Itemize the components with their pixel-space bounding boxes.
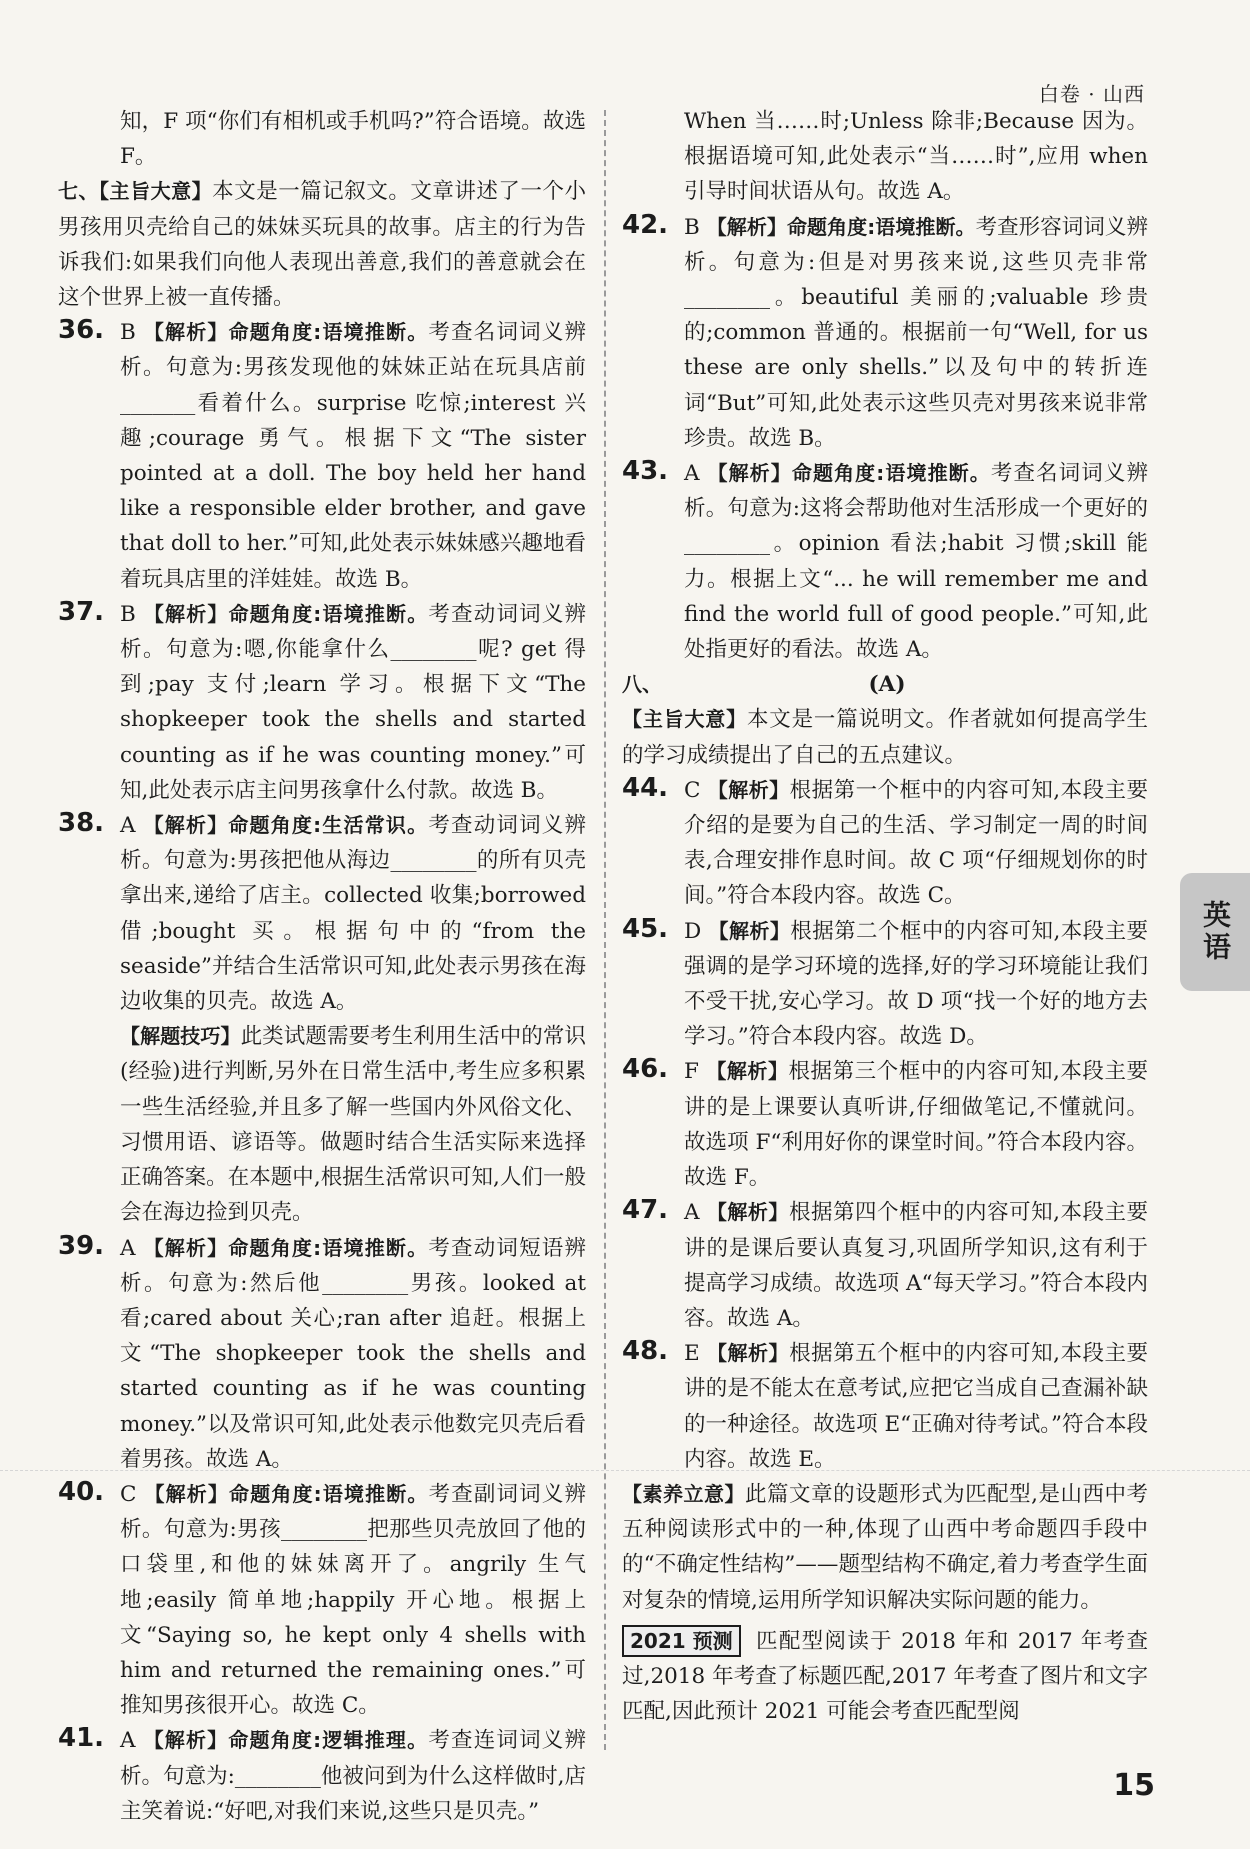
item-text: 根据第三个框中的内容可知,本段主要讲的是上课要认真听讲,仔细做笔记,不懂就问。故选项 F“利用好你的课堂时间。”符合本段内容。故选 F。: [684, 1059, 1148, 1191]
item-number: 42.: [622, 209, 669, 240]
item-answer: A: [120, 813, 136, 839]
item-tag: 【解析】命题角度:语境推断。: [143, 601, 429, 626]
item-text: 考查动词词义辨析。句意为:嗯,你能拿什么________呢? get 得到;pay 支付;learn 学习。根据下文“The shopkeeper took the shells and started counting as if he was counting money.”可知,此处表示店主问男孩拿什么付款。故选 B。: [120, 601, 587, 803]
answer-item: [58, 597, 586, 808]
item-number: 46.: [622, 1054, 669, 1085]
section-8-main-text: 本文是一篇说明文。作者就如何提高学生的学习成绩提出了自己的五点建议。: [622, 707, 1148, 768]
item-answer: A: [120, 1235, 136, 1261]
page-number: 15: [1113, 1768, 1155, 1803]
answer-item: [622, 210, 1148, 456]
left-column: [58, 104, 586, 1829]
section-7-text: 本文是一篇记叙文。文章讲述了一个小男孩用贝壳给自己的妹妹买玩具的故事。店主的行为告诉我们:如果我们向他人表现出善意,我们的善意就会在这个世界上被一直传播。: [58, 179, 586, 311]
item-number: 40.: [58, 1476, 105, 1507]
answer-item: [622, 1336, 1148, 1477]
answer-item: [622, 914, 1148, 1055]
item-text: 考查形容词词义辨析。句意为:但是对男孩来说,这些贝壳非常________。beautiful 美丽的;valuable 珍贵的;common 普通的。根据前一句“Well, for us these are only shells.”以及句中的转折连词“But”可知,此处表示这些贝壳对男孩来说非常珍贵。故选 B。: [684, 214, 1148, 451]
item-answer: A: [120, 1728, 136, 1754]
item-text: 根据第四个框中的内容可知,本段主要讲的是课后要认真复习,巩固所学知识,这有利于提高学习成绩。故选项 A“每天学习。”符合本段内容。故选 A。: [684, 1200, 1149, 1331]
literacy-note: [622, 1477, 1148, 1618]
tip-item: [58, 1019, 586, 1230]
subject-tab: [1180, 873, 1250, 991]
continued-text: When 当……时;Unless 除非;Because 因为。根据语境可知,此处表示“当……时”,应用 when 引导时间状语从句。故选 A。: [684, 109, 1148, 205]
item-tag: 【解析】命题角度:语境推断。: [706, 214, 976, 239]
section-7: [58, 174, 586, 315]
section-8-head: 八、: [622, 672, 662, 697]
item-answer: E: [684, 1341, 700, 1367]
item-answer: B: [120, 320, 136, 346]
answer-item: [58, 1723, 586, 1829]
item-tag: 【解析】命题角度:语境推断。: [143, 1235, 429, 1260]
item-text: 考查名词词义辨析。句意为:男孩发现他的妹妹正站在玩具店前_______看着什么。surprise 吃惊;interest 兴趣;courage 勇气。根据下文“The sister pointed at a doll. The boy held her hand like a responsible elder brother, and gave that doll to her.”可知,此处表示妹妹感兴趣地看着玩具店里的洋娃娃。故选 B。: [120, 320, 587, 592]
item-tag: 【解析】: [708, 918, 791, 943]
item-tag: 【解析】命题角度:语境推断。: [144, 1481, 429, 1506]
item-tag: 【解析】: [706, 1200, 789, 1225]
item-answer: B: [120, 601, 136, 627]
answer-item: [58, 808, 586, 1019]
item-number: 43.: [622, 456, 669, 487]
section-8-main-head: 【主旨大意】: [622, 707, 747, 732]
subject-tab-label: 英语: [1199, 900, 1232, 964]
item-number: 36.: [58, 315, 105, 346]
item-number: 37.: [58, 596, 105, 627]
item-tag: 【解析】: [707, 777, 790, 802]
item-tag: 【解题技巧】: [120, 1024, 241, 1049]
header-label: 白卷 · 山西: [1038, 82, 1145, 106]
item-tag: 【解析】: [707, 1341, 790, 1366]
item-answer: A: [684, 461, 700, 487]
item-number: 47.: [622, 1195, 669, 1226]
literacy-tag: 【素养立意】: [622, 1481, 746, 1506]
right-column: [622, 104, 1148, 1729]
item-number: 45.: [622, 913, 669, 944]
item-text: 根据第五个框中的内容可知,本段主要讲的是不能太在意考试,应把它当成自己查漏补缺的一种途径。故选项 E“正确对待考试。”符合本段内容。故选 E。: [684, 1341, 1148, 1472]
answer-item: [58, 1231, 586, 1477]
prediction-badge: 2021 预测: [622, 1625, 741, 1657]
item-answer: D: [684, 918, 702, 944]
item-text: 考查动词词义辨析。句意为:男孩把他从海边________的所有贝壳拿出来,递给了店主。collected 收集;borrowed 借;bought 买。根据句中的“from the seaside”并结合生活常识可知,此处表示男孩在海边收集的贝壳。故选 A。: [120, 813, 586, 1015]
answer-item: [58, 315, 586, 597]
item-tag: 【解析】命题角度:生活常识。: [143, 813, 429, 838]
answer-item: [622, 456, 1148, 667]
answer-item: [58, 1477, 586, 1723]
section-8-main: [622, 702, 1148, 772]
item-number: 38.: [58, 808, 105, 839]
item-text: 考查副词词义辨析。句意为:男孩________把那些贝壳放回了他的口袋里,和他的妹妹离开了。angrily 生气地;easily 简单地;happily 开心地。根据上文“Saying so, he kept only 4 shells with him and returned the remaining ones.”可推知男孩很开心。故选 C。: [120, 1481, 586, 1719]
section-8-head-row: [622, 667, 1148, 702]
answer-item: [622, 1195, 1148, 1336]
prediction-note: [622, 1624, 1148, 1730]
item-text: 根据第二个框中的内容可知,本段主要强调的是学习环境的选择,好的学习环境能让我们不受干扰,安心学习。故 D 项“找一个好的地方去学习。”符合本段内容。故选 D。: [684, 918, 1149, 1050]
item-answer: C: [120, 1481, 137, 1507]
column-divider: [604, 110, 606, 1750]
item-answer: F: [684, 1059, 699, 1085]
item-answer: B: [684, 214, 700, 240]
item-tag: 【解析】: [706, 1059, 789, 1084]
item-tag: 【解析】命题角度:逻辑推理。: [143, 1728, 429, 1753]
item-text: 考查连词词义辨析。句意为:________他被问到为什么这样做时,店主笑着说:“好吧,对我们来说,这些只是贝壳。”: [120, 1728, 586, 1824]
answer-item: [622, 1054, 1148, 1195]
item-tag: 【解析】命题角度:语境推断。: [143, 320, 429, 345]
item-number: 39.: [58, 1230, 105, 1261]
item-number: 41.: [58, 1723, 105, 1754]
item-number: 44.: [622, 772, 669, 803]
item-text: 考查动词短语辨析。句意为:然后他________男孩。looked at 看;cared about 关心;ran after 追赶。根据上文“The shopkeeper took the shells and started counting as if he was counting money.”以及常识可知,此处表示他数完贝壳后看着男孩。故选 A。: [120, 1235, 586, 1472]
prediction-text: 匹配型阅读于 2018 年和 2017 年考查过,2018 年考查了标题匹配,2017 年考查了图片和文字匹配,因此预计 2021 可能会考查匹配型阅: [622, 1628, 1148, 1725]
item-text: 考查名词词义辨析。句意为:这将会帮助他对生活形成一个更好的________。opinion 看法;habit 习惯;skill 能力。根据上文“... he will remember me and find the world full of good people.”可知,此处指更好的看法。故选 A。: [684, 461, 1148, 663]
literacy-text: 此篇文章的设题形式为匹配型,是山西中考五种阅读形式中的一种,体现了山西中考命题四手段中的“不确定性结构”——题型结构不确定,着力考查学生面对复杂的情境,运用所学知识解决实际问题的能力。: [622, 1481, 1149, 1613]
section-7-head: 七、【主旨大意】: [58, 179, 213, 204]
item-text: 根据第一个框中的内容可知,本段主要介绍的是要为自己的生活、学习制定一周的时间表,合理安排作息时间。故 C 项“仔细规划你的时间。”符合本段内容。故选 C。: [684, 777, 1149, 909]
answer-item: [622, 773, 1148, 914]
item-answer: A: [684, 1200, 700, 1226]
item-answer: C: [684, 777, 701, 803]
item-tag: 【解析】命题角度:语境推断。: [707, 461, 991, 486]
intro-text: 知，F 项“你们有相机或手机吗?”符合语境。故选 F。: [120, 109, 586, 170]
item-number: 48.: [622, 1336, 669, 1367]
section-8-sub: (A): [868, 672, 906, 698]
item-text: 此类试题需要考生利用生活中的常识(经验)进行判断,另外在日常生活中,考生应多积累一些生活经验,并且多了解一些国内外风俗文化、习惯用语、谚语等。做题时结合生活实际来选择正确答案。在本题中,根据生活常识可知,人们一般会在海边捡到贝壳。: [120, 1024, 586, 1226]
